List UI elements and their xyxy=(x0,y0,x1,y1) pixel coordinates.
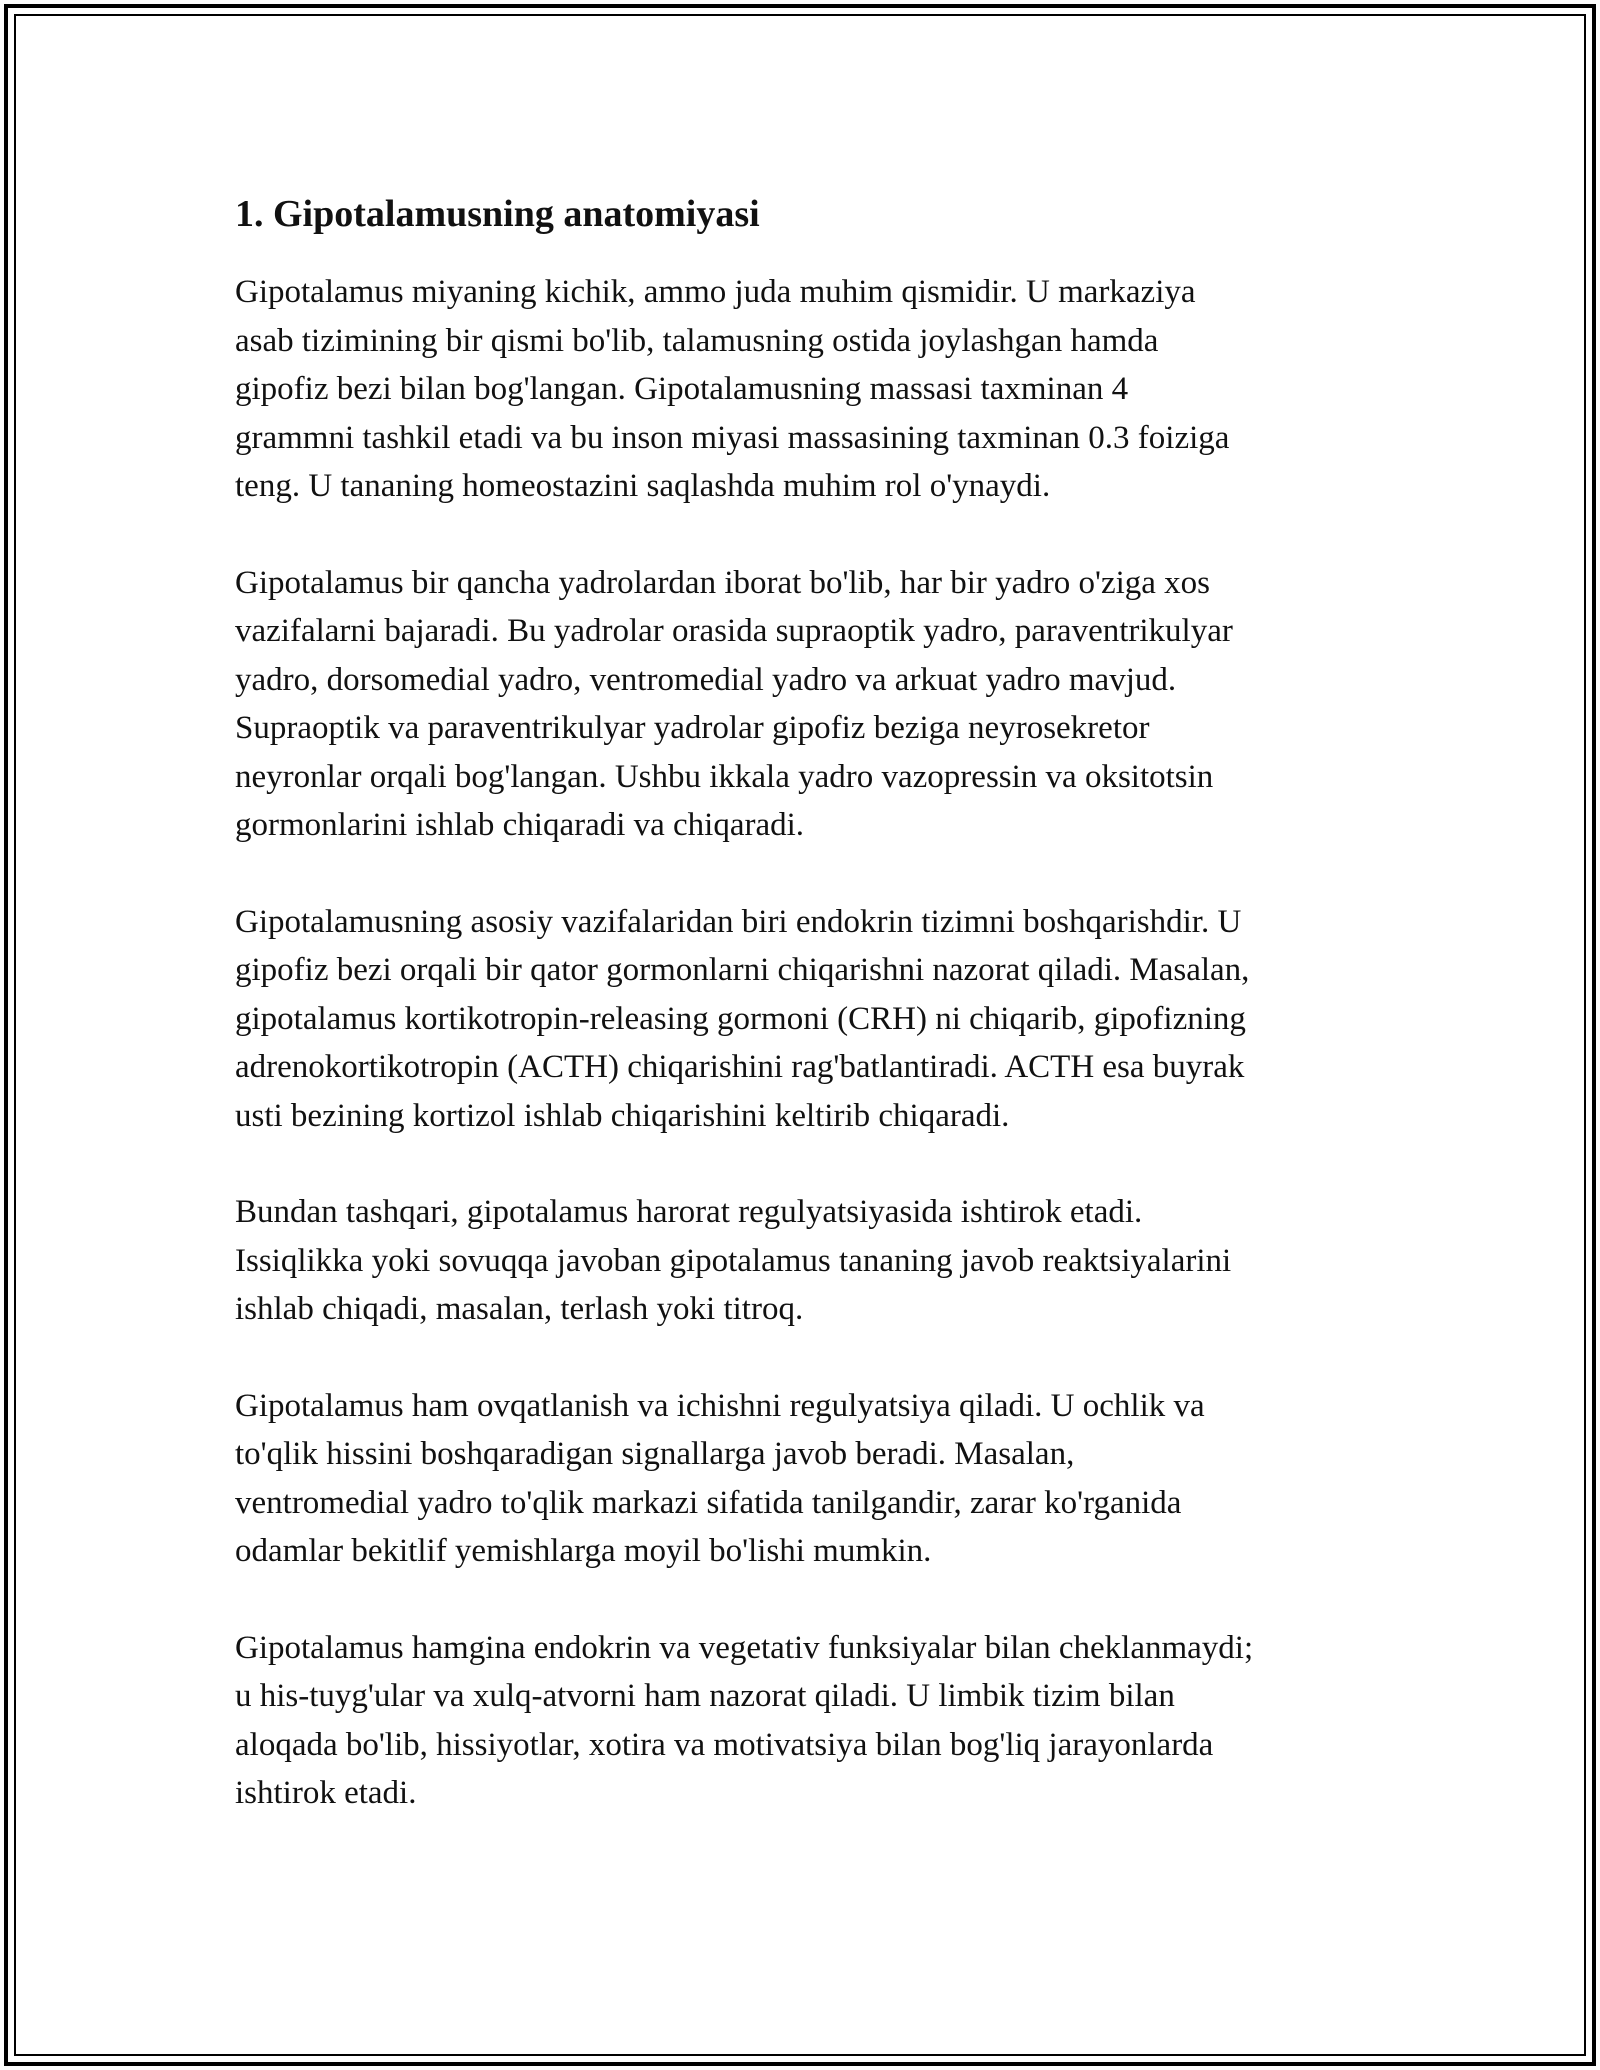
paragraph-4 xyxy=(235,1188,1375,1334)
paragraph-line: gipofiz bezi bilan bog'langan. Gipotalamusning massasi taxminan 4 xyxy=(235,371,1129,407)
paragraph-line: Issiqlikka yoki sovuqqa javoban gipotalamus tananing javob reaktsiyalarini xyxy=(235,1242,1232,1279)
paragraph-line: ishtirok etadi. xyxy=(235,1775,417,1811)
paragraph-line: Gipotalamus ham ovqatlanish va ichishni regulyatsiya qiladi. U ochlik va xyxy=(235,1387,1205,1424)
paragraph-line: Gipotalamus miyaning kichik, ammo juda muhim qismidir. U markaziya xyxy=(235,274,1196,310)
paragraph-line: u his-tuyg'ular va xulq-atvorni ham nazorat qiladi. U limbik tizim bilan xyxy=(235,1678,1175,1714)
section-heading: 1. Gipotalamusning anatomiyasi xyxy=(235,193,760,235)
paragraph-line: neyronlar orqali bog'langan. Ushbu ikkala yadro vazopressin va oksitotsin xyxy=(235,758,1214,795)
paragraph-line: usti bezining kortizol ishlab chiqarishini keltirib chiqaradi. xyxy=(235,1097,1010,1134)
paragraph-line: teng. U tananing homeostazini saqlashda muhim rol o'ynaydi. xyxy=(235,468,1051,504)
paragraph-line: yadro, dorsomedial yadro, ventromedial yadro va arkuat yadro mavjud. xyxy=(235,661,1177,698)
document-body xyxy=(235,186,1375,1866)
paragraph-line: gipotalamus kortikotropin-releasing gormoni (CRH) ni chiqarib, gipofizning xyxy=(235,1000,1246,1037)
paragraph-line: Bundan tashqari, gipotalamus harorat regulyatsiyasida ishtirok etadi. xyxy=(235,1194,1143,1230)
paragraph-line: asab tizimining bir qismi bo'lib, talamusning ostida joylashgan hamda xyxy=(235,322,1159,359)
paragraph-line: to'qlik hissini boshqaradigan signallarga javob beradi. Masalan, xyxy=(235,1436,1075,1472)
paragraph-1 xyxy=(235,268,1375,511)
paragraph-3 xyxy=(235,898,1375,1141)
paragraph-line: Gipotalamus bir qancha yadrolardan iborat bo'lib, har bir yadro o'ziga xos xyxy=(235,564,1211,601)
paragraph-line: grammni tashkil etadi va bu inson miyasi massasining taxminan 0.3 foiziga xyxy=(235,419,1230,456)
paragraph-line: Supraoptik va paraventrikulyar yadrolar gipofiz beziga neyrosekretor xyxy=(235,710,1150,746)
paragraph-line: gipofiz bezi orqali bir qator gormonlarni chiqarishni nazorat qiladi. Masalan, xyxy=(235,952,1250,988)
paragraph-line: odamlar bekitlif yemishlarga moyil bo'lishi mumkin. xyxy=(235,1533,932,1569)
paragraph-line: vazifalarni bajaradi. Bu yadrolar orasida supraoptik yadro, paraventrikulyar xyxy=(235,613,1233,649)
paragraph-line: Gipotalamus hamgina endokrin va vegetativ funksiyalar bilan cheklanmaydi; xyxy=(235,1629,1254,1666)
paragraph-2 xyxy=(235,559,1375,850)
paragraph-line: aloqada bo'lib, hissiyotlar, xotira va motivatsiya bilan bog'liq jarayonlarda xyxy=(235,1726,1214,1763)
paragraph-line: ishlab chiqadi, masalan, terlash yoki titroq. xyxy=(235,1291,804,1327)
paragraph-6 xyxy=(235,1624,1375,1818)
paragraph-line: ventromedial yadro to'qlik markazi sifatida tanilgandir, zarar ko'rganida xyxy=(235,1484,1182,1521)
paragraph-5 xyxy=(235,1382,1375,1576)
paragraph-line: Gipotalamusning asosiy vazifalaridan biri endokrin tizimni boshqarishdir. U xyxy=(235,903,1242,940)
paragraph-line: adrenokortikotropin (ACTH) chiqarishini rag'batlantiradi. ACTH esa buyrak xyxy=(235,1049,1245,1085)
paragraph-line: gormonlarini ishlab chiqaradi va chiqaradi. xyxy=(235,807,805,843)
